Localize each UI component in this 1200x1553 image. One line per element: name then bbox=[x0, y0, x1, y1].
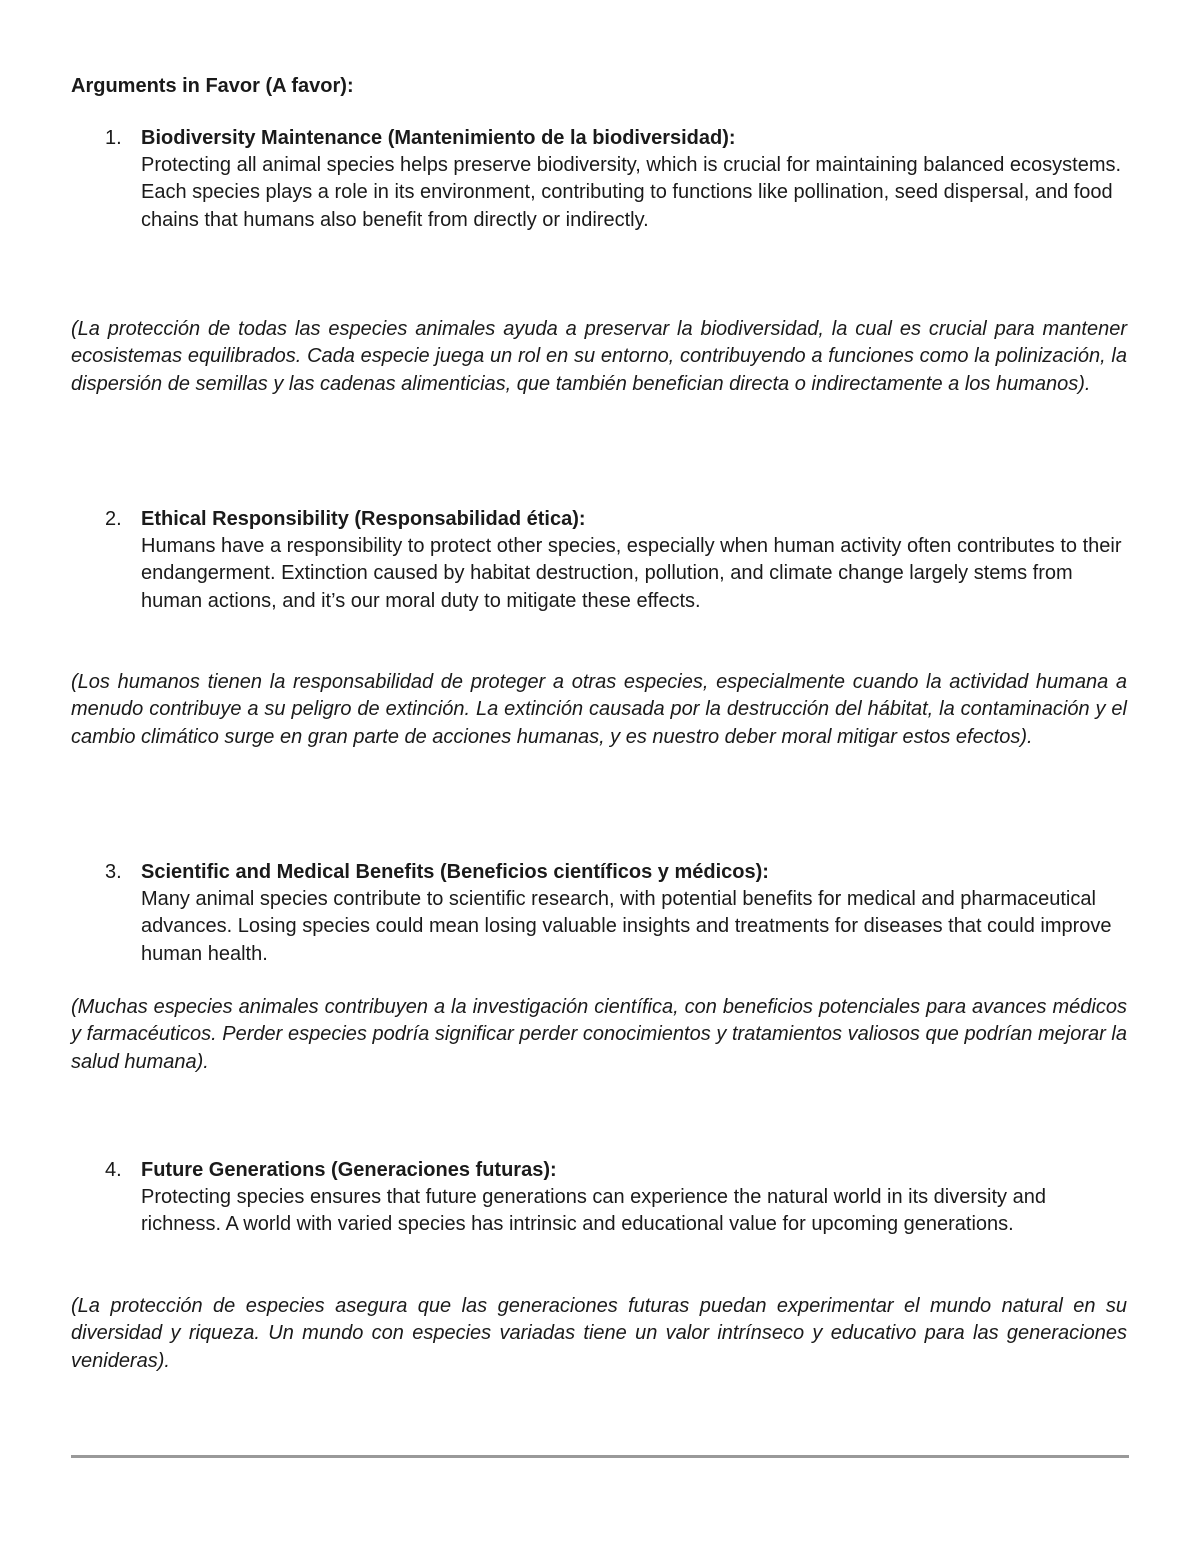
argument-number: 4. bbox=[105, 1159, 122, 1181]
argument-translation-2: (Los humanos tienen la responsabilidad de proteger a otras especies, especialmente cuando la actividad humana a menudo contribuye a su peligro de extinción. La extinción causada por la destrucción del hábitat, la contaminación y el cambio climático surge en gran parte de acciones humanas, y es nuestro deber moral mitigar estos efectos). bbox=[71, 671, 1127, 748]
argument-heading bbox=[71, 125, 1127, 152]
argument-number: 3. bbox=[105, 861, 122, 883]
argument-item-3 bbox=[71, 859, 1127, 968]
argument-number: 2. bbox=[105, 508, 122, 530]
argument-title: Biodiversity Maintenance (Mantenimiento de la biodiversidad): bbox=[141, 127, 736, 149]
argument-number: 1. bbox=[105, 127, 122, 149]
argument-body: Many animal species contribute to scientific research, with potential benefits for medical and pharmaceutical advances. Losing species could mean losing valuable insights and treatments for diseases that could improve human health. bbox=[141, 888, 1112, 965]
argument-body: Humans have a responsibility to protect other species, especially when human activity often contributes to their endangerment. Extinction caused by habitat destruction, pollution, and climate change largely stems from human actions, and it’s our moral duty to mitigate these effects. bbox=[141, 535, 1122, 612]
section-heading: Arguments in Favor (A favor): bbox=[71, 75, 354, 97]
argument-title: Future Generations (Generaciones futuras): bbox=[141, 1159, 557, 1181]
page-divider bbox=[71, 1455, 1129, 1458]
argument-title: Scientific and Medical Benefits (Beneficios científicos y médicos): bbox=[141, 861, 769, 883]
argument-item-2 bbox=[71, 506, 1127, 615]
argument-body: Protecting species ensures that future generations can experience the natural world in its diversity and richness. A world with varied species has intrinsic and educational value for upcoming generations. bbox=[141, 1186, 1046, 1236]
argument-translation-3: (Muchas especies animales contribuyen a la investigación científica, con beneficios potenciales para avances médicos y farmacéuticos. Perder especies podría significar perder conocimientos y tratamientos valiosos que podrían mejorar la salud humana). bbox=[71, 996, 1127, 1073]
argument-heading bbox=[71, 506, 1127, 533]
argument-heading bbox=[71, 1157, 1127, 1184]
argument-title: Ethical Responsibility (Responsabilidad ética): bbox=[141, 508, 586, 530]
argument-heading bbox=[71, 859, 1127, 886]
argument-translation-4: (La protección de especies asegura que las generaciones futuras puedan experimentar el mundo natural en su diversidad y riqueza. Un mundo con especies variadas tiene un valor intrínseco y educativo para las generaciones venideras). bbox=[71, 1295, 1127, 1372]
argument-item-4 bbox=[71, 1157, 1127, 1239]
argument-body: Protecting all animal species helps preserve biodiversity, which is crucial for maintaining balanced ecosystems. Each species plays a role in its environment, contributing to functions like pollination, seed dispersal, and food chains that humans also benefit from directly or indirectly. bbox=[141, 154, 1122, 231]
argument-item-1 bbox=[71, 125, 1127, 234]
argument-translation-1: (La protección de todas las especies animales ayuda a preservar la biodiversidad, la cual es crucial para mantener ecosistemas equilibrados. Cada especie juega un rol en su entorno, contribuyendo a funciones como la polinización, la dispersión de semillas y las cadenas alimenticias, que también benefician directa o indirectamente a los humanos). bbox=[71, 318, 1127, 395]
